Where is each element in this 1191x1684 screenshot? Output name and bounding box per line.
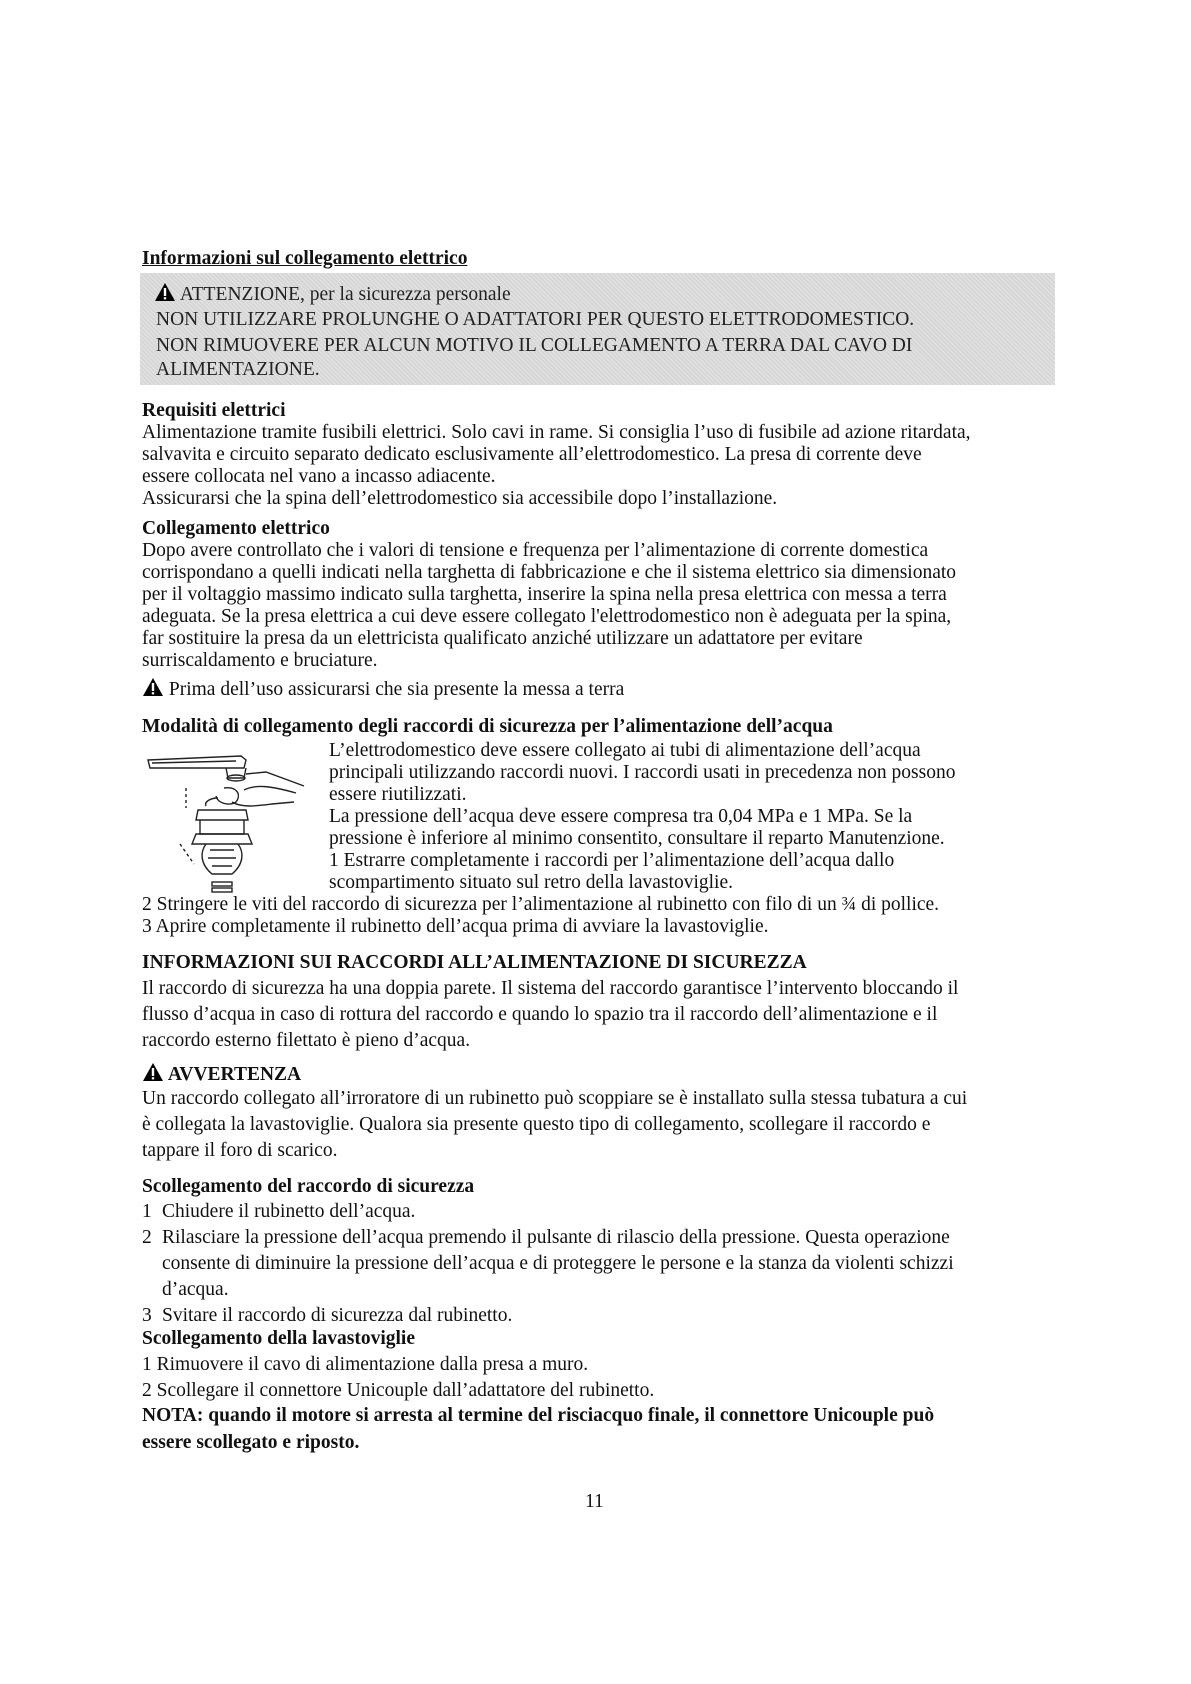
nota-line: NOTA: quando il motore si arresta al termine del risciacquo finale, il connettore Unicouple può (142, 1405, 935, 1426)
modalita-side-line: La pressione dell’acqua deve essere compresa tra 0,04 MPa e 1 MPa. Se la (329, 806, 913, 827)
modalita-side-line: 1 Estrarre completamente i raccordi per l’alimentazione dell’acqua dallo (329, 850, 895, 871)
modalita-side-line: principali utilizzando raccordi nuovi. I raccordi usati in precedenza non possono (329, 762, 956, 783)
modalita-side-line: pressione è inferiore al minimo consentito, consultare il reparto Manutenzione. (329, 828, 945, 849)
section-title: Informazioni sul collegamento elettrico (142, 248, 468, 269)
ground-note-text: Prima dell’uso assicurarsi che sia presente la messa a terra (168, 679, 625, 700)
collegamento-line: far sostituire la presa da un elettricista qualificato anziché utilizzare un adattatore per evitare (142, 628, 863, 649)
modalita-line: 2 Stringere le viti del raccordo di sicurezza per l’alimentazione al rubinetto con filo di un ¾ di pollice. (142, 894, 940, 915)
informazioni-line: flusso d’acqua in caso di rottura del raccordo e quando lo spazio tra il raccordo dell’alimentazione e il (142, 1004, 938, 1025)
lavastoviglie-line: 2 Scollegare il connettore Unicouple dall’adattatore del rubinetto. (142, 1380, 655, 1401)
requisiti-line: salvavita e circuito separato dedicato esclusivamente all’elettrodomestico. La presa di corrente deve (142, 444, 922, 465)
ground-note (142, 677, 624, 701)
faucet-connector-illustration (146, 748, 326, 898)
requisiti-line: Alimentazione tramite fusibili elettrici. Solo cavi in rame. Si consiglia l’uso di fusibile ad azione ritardata, (142, 422, 971, 443)
warning-triangle-icon (154, 282, 176, 302)
warning-line: NON UTILIZZARE PROLUNGHE O ADATTATORI PER QUESTO ELETTRODOMESTICO. (156, 309, 915, 330)
requisiti-line: essere collocata nel vano a incasso adiacente. (142, 466, 496, 487)
collegamento-line: per il voltaggio massimo indicato sulla targhetta, inserire la spina nella presa elettrica con messa a terra (142, 584, 947, 605)
avvertenza-line: è collegata la lavastoviglie. Qualora sia presente questo tipo di collegamento, scollegare il raccordo e (142, 1114, 931, 1135)
modalita-side-line: L’elettrodomestico deve essere collegato ai tubi di alimentazione dell’acqua (329, 740, 921, 761)
warning-box (140, 273, 1055, 385)
lavastoviglie-line: 1 Rimuovere il cavo di alimentazione dalla presa a muro. (142, 1354, 589, 1375)
requisiti-heading: Requisiti elettrici (142, 400, 286, 421)
avvertenza-line: tappare il foro di scarico. (142, 1140, 338, 1161)
avvertenza-heading-text: AVVERTENZA (167, 1064, 302, 1085)
collegamento-line: adeguata. Se la presa elettrica a cui deve essere collegato l'elettrodomestico non è adeguata per la spina, (142, 606, 952, 627)
collegamento-heading: Collegamento elettrico (142, 518, 330, 539)
warning-heading-text: ATTENZIONE, per la sicurezza personale (179, 284, 511, 305)
scollegamento-lavastoviglie-heading: Scollegamento della lavastoviglie (142, 1328, 415, 1349)
list-item: Chiudere il rubinetto dell’acqua. (162, 1201, 416, 1222)
collegamento-line: surriscaldamento e bruciature. (142, 650, 378, 671)
scollegamento-raccordo-heading: Scollegamento del raccordo di sicurezza (142, 1176, 475, 1197)
list-item-number: 1 (142, 1201, 152, 1222)
nota-line: essere scollegato e riposto. (142, 1432, 360, 1453)
requisiti-line: Assicurarsi che la spina dell’elettrodomestico sia accessibile dopo l’installazione. (142, 488, 778, 509)
avvertenza-heading (142, 1062, 301, 1086)
collegamento-line: corrispondano a quelli indicati nella targhetta di fabbricazione e che il sistema elettrico sia dimensionato (142, 562, 957, 583)
page-number: 11 (585, 1491, 604, 1512)
informazioni-line: raccordo esterno filettato è pieno d’acqua. (142, 1030, 471, 1051)
informazioni-heading: INFORMAZIONI SUI RACCORDI ALL’ALIMENTAZIONE DI SICUREZZA (142, 952, 807, 973)
list-item: consente di diminuire la pressione dell’acqua e di proteggere le persone e la stanza da violenti schizzi (162, 1253, 954, 1274)
warning-triangle-icon (142, 1062, 164, 1082)
list-item-number: 2 (142, 1227, 152, 1248)
collegamento-line: Dopo avere controllato che i valori di tensione e frequenza per l’alimentazione di corrente domestica (142, 540, 929, 561)
list-item: Svitare il raccordo di sicurezza dal rubinetto. (162, 1305, 513, 1326)
informazioni-line: Il raccordo di sicurezza ha una doppia parete. Il sistema del raccordo garantisce l’intervento bloccando il (142, 978, 959, 999)
modalita-side-line: scompartimento situato sul retro della lavastoviglie. (329, 872, 733, 893)
warning-line: ALIMENTAZIONE. (156, 359, 320, 380)
warning-heading (154, 282, 511, 306)
avvertenza-line: Un raccordo collegato all’irroratore di un rubinetto può scoppiare se è installato sulla stessa tubatura a cui (142, 1088, 968, 1109)
list-item: Rilasciare la pressione dell’acqua premendo il pulsante di rilascio della pressione. Questa operazione (162, 1227, 950, 1248)
warning-line: NON RIMUOVERE PER ALCUN MOTIVO IL COLLEGAMENTO A TERRA DAL CAVO DI (156, 335, 913, 356)
modalita-side-line: essere riutilizzati. (329, 784, 467, 805)
modalita-line: 3 Aprire completamente il rubinetto dell’acqua prima di avviare la lavastoviglie. (142, 916, 769, 937)
modalita-heading: Modalità di collegamento degli raccordi di sicurezza per l’alimentazione dell’acqua (142, 716, 833, 737)
warning-triangle-icon (142, 677, 164, 697)
list-item: d’acqua. (162, 1279, 229, 1300)
list-item-number: 3 (142, 1305, 152, 1326)
